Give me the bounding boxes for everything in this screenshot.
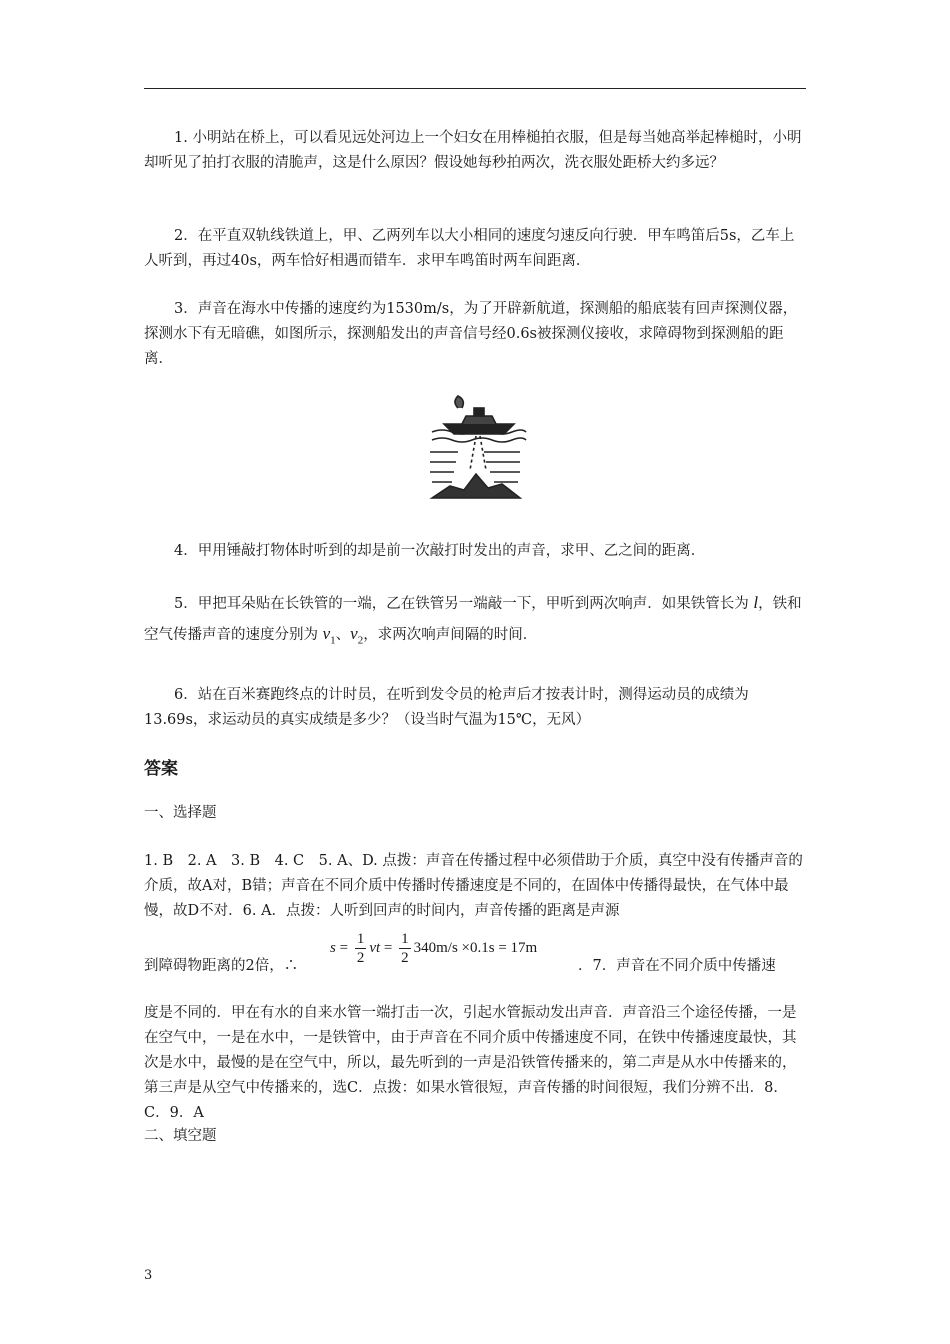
speed-symbol-1: $v_1$ [322,624,336,647]
speed-symbol-2: $v_2$ [350,624,364,647]
answers-paragraph-2-start: 到障碍物距离的2倍，∴ [144,958,299,974]
question-6: 6．站在百米赛跑终点的计时员，在听到发令员的枪声后才按表计时，测得运动员的成绩为13.69s，求运动员的真实成绩是多少？（设当时气温为15℃，无风） [144,687,749,728]
question-3: 3．声音在海水中传播的速度约为1530m/s，为了开辟新航道，探测船的船底装有回声探测仪器，探测水下有无暗礁，如图所示，探测船发出的声音信号经0.6s被探测仪接收，求障碍物到探测船的距离． [144,301,798,367]
length-symbol: l [753,593,759,612]
header-rule [144,88,806,89]
page-number: 3 [144,1268,153,1283]
question-4: 4．甲用锤敲打物体时听到的却是前一次敲打时发出的声音，求甲、乙之间的距离． [174,543,706,559]
answers-paragraph-2-end: ．7．声音在不同介质中传播速 [578,958,776,974]
section-choice: 一、选择题 [144,805,217,821]
question-1: 1. 小明站在桥上，可以看见远处河边上一个妇女在用棒槌拍衣服，但是每当她高举起棒槌时，小明却听见了拍打衣服的清脆声，这是什么原因？假设她每秒拍两次，洗衣服处距桥大约多远？ [144,130,802,171]
answers-paragraph-3: 度是不同的．甲在有水的自来水管一端打击一次，引起水管振动发出声音．声音沿三个途径传播，一是在空气中，一是在水中，一是铁管中，由于声音在不同介质中传播速度不同，在铁中传播速度最快，其次是水中，最慢的是在空气中，所以，最先听到的一声是沿铁管传播来的，第二声是从水中传播来的，第三声是从空气中传播来的，选C．点拨：如果水管很短，声音传播的时间很短，我们分辨不出．8．C．9．A [144,1005,797,1121]
section-fill-blank: 二、填空题 [144,1128,217,1144]
question-2: 2．在平直双轨线铁道上，甲、乙两列车以大小相同的速度匀速反向行驶．甲车鸣笛后5s，乙车上人听到，再过40s，两车恰好相遇而错车．求甲车鸣笛时两车间距离． [144,228,795,269]
answers-heading: 答案 [144,759,178,779]
question-5: 5．甲把耳朵贴在长铁管的一端，乙在铁管另一端敲一下，甲听到两次响声．如果铁管长为 l，铁和空气传播声音的速度分别为 $v_1$、$v_2$，求两次响声间隔的时间． [144,593,802,647]
distance-formula: s = $\frac{1}{2}$ vt = $\frac{1}{2}$ 340m/s ×0.1s = 17m [330,931,538,966]
sonar-ship-figure [422,390,528,502]
answers-paragraph-1: 1. B 2. A 3. B 4. C 5. A、D. 点拨：声音在传播过程中必须借助于介质，真空中没有传播声音的介质，故A对，B错；声音在不同介质中传播时传播速度是不同的，在固体中传播得最快，在气体中最慢，故D不对．6. A．点拨：人听到回声的时间内，声音传播的距离是声源 [144,853,803,919]
